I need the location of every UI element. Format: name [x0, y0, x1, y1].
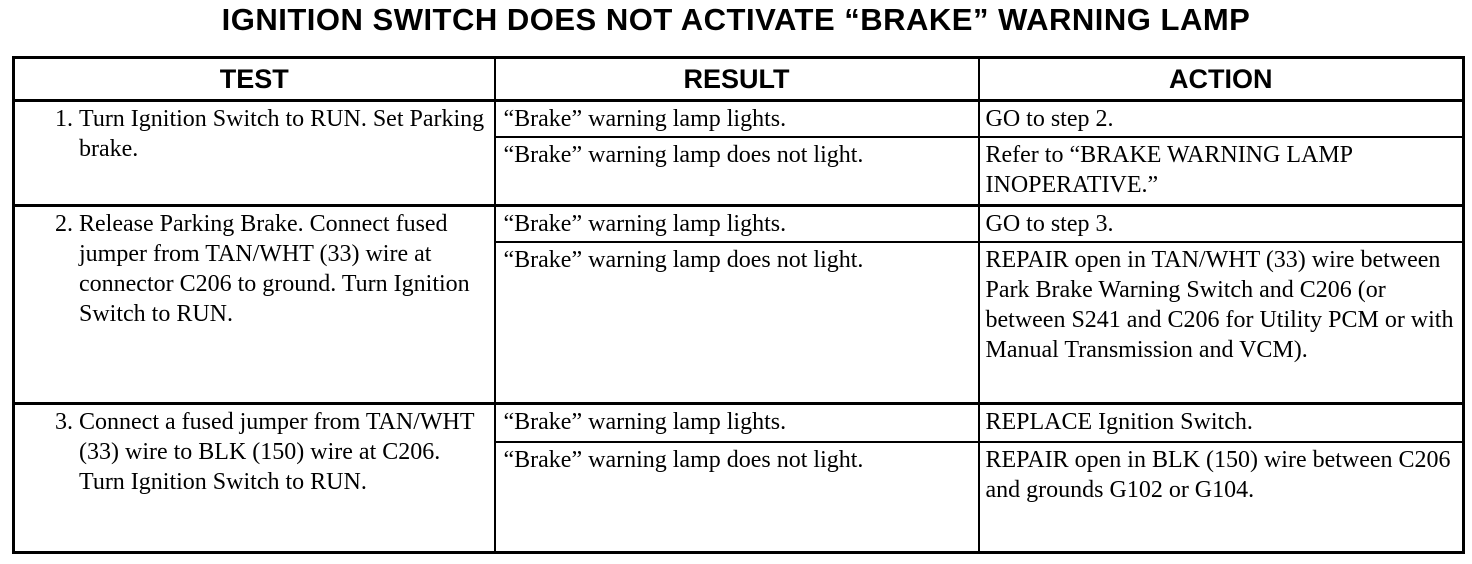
- diagnostic-table: [12, 56, 1465, 554]
- table-row: [14, 205, 1464, 242]
- result-cell: “Brake” warning lamp lights.: [495, 404, 979, 442]
- table-row: [14, 404, 1464, 442]
- test-cell-step-2: [14, 205, 495, 404]
- header-action: ACTION: [979, 58, 1464, 101]
- action-cell: Refer to “BRAKE WARNING LAMP INOPERATIVE.”: [979, 137, 1464, 205]
- result-cell: “Brake” warning lamp does not light.: [495, 442, 979, 553]
- action-cell: REPLACE Ignition Switch.: [979, 404, 1464, 442]
- test-text: Release Parking Brake. Connect fused jumper from TAN/WHT (33) wire at connector C206 to ground. Turn Ignition Switch to RUN.: [79, 210, 470, 327]
- test-cell-step-3: [14, 404, 495, 553]
- result-cell: “Brake” warning lamp does not light.: [495, 137, 979, 205]
- action-cell: REPAIR open in BLK (150) wire between C206 and grounds G102 or G104.: [979, 442, 1464, 553]
- result-cell: “Brake” warning lamp lights.: [495, 205, 979, 242]
- result-cell: “Brake” warning lamp does not light.: [495, 242, 979, 404]
- test-cell-step-1: [14, 101, 495, 206]
- header-test: TEST: [14, 58, 495, 101]
- table-row: [14, 101, 1464, 138]
- step-number: 2.: [55, 210, 73, 237]
- page-title: IGNITION SWITCH DOES NOT ACTIVATE “BRAKE” WARNING LAMP: [221, 2, 1251, 37]
- step-number: 1.: [55, 106, 73, 132]
- header-row: [14, 58, 1464, 101]
- action-cell: GO to step 3.: [979, 205, 1464, 242]
- action-cell: GO to step 2.: [979, 101, 1464, 138]
- test-text: Connect a fused jumper from TAN/WHT (33) wire to BLK (150) wire at C206. Turn Ignition Switch to RUN.: [79, 409, 475, 495]
- action-cell: REPAIR open in TAN/WHT (33) wire between Park Brake Warning Switch and C206 (or between S241 and C206 for Utility PCM or with Manual Transmission and VCM).: [979, 242, 1464, 404]
- test-text: Turn Ignition Switch to RUN. Set Parking brake.: [79, 106, 485, 162]
- result-cell: “Brake” warning lamp lights.: [495, 101, 979, 138]
- header-result: RESULT: [495, 58, 979, 101]
- step-number: 3.: [55, 409, 73, 435]
